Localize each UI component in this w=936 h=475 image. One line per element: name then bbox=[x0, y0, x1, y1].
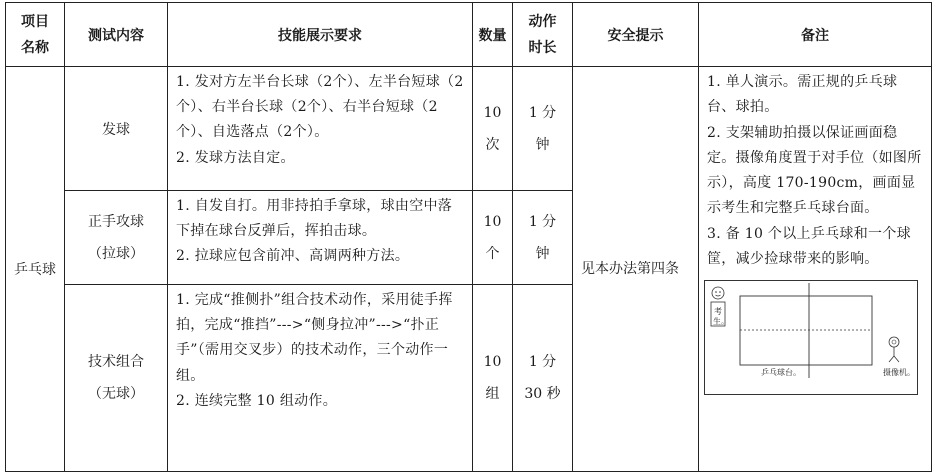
header-quantity: 数量 bbox=[473, 3, 513, 67]
requirements-cell-serve: 1. 发对方左半台长球（2个）、左半台短球（2个）、右半台长球（2个）、右半台短球（2个）、自选落点（2个）。 2. 发球方法自定。 bbox=[168, 67, 473, 191]
quantity-cell-forehand: 10 个 bbox=[473, 191, 513, 285]
header-requirements: 技能展示要求 bbox=[168, 3, 473, 67]
quantity-cell-serve: 10 次 bbox=[473, 67, 513, 191]
camera-label: 摄像机。 bbox=[883, 368, 915, 378]
notes-item: 2. 支架辅助拍摄以保证画面稳定。摄像角度置于对手位（如图所示），高度 170-190cm，画面显示考生和完整乒乓球台面。 bbox=[707, 124, 922, 217]
content-cell-forehand: 正手攻球 （拉球） bbox=[65, 191, 168, 285]
notes-item: 3. 备 10 个以上乒乓球和一个球筐，减少捡球带来的影响。 bbox=[707, 225, 911, 268]
header-notes: 备注 bbox=[699, 3, 932, 67]
project-name-cell: 乒乓球 bbox=[6, 67, 65, 472]
camera-position-diagram bbox=[704, 280, 918, 395]
table-row-serve bbox=[6, 67, 932, 191]
header-project-name: 项目 名称 bbox=[6, 3, 65, 67]
notes-cell bbox=[699, 67, 932, 472]
quantity-cell-combo: 10 组 bbox=[473, 285, 513, 472]
content-cell-combo: 技术组合 （无球） bbox=[65, 285, 168, 472]
requirements-cell-forehand: 1. 自发自打。用非持拍手拿球，球由空中落下掉在球台反弹后，挥拍击球。 2. 拉球应包含前冲、高调两种方法。 bbox=[168, 191, 473, 285]
student-label: 考 bbox=[714, 307, 722, 317]
duration-cell-combo: 1 分 30 秒 bbox=[513, 285, 573, 472]
student-label-2: 生。 bbox=[713, 317, 729, 327]
duration-cell-forehand: 1 分 钟 bbox=[513, 191, 573, 285]
header-safety: 安全提示 bbox=[573, 3, 699, 67]
header-row bbox=[6, 3, 932, 67]
notes-item: 1. 单人演示。需正规的乒乓球台、球拍。 bbox=[707, 74, 898, 116]
header-duration: 动作 时长 bbox=[513, 3, 573, 67]
safety-cell: 见本办法第四条 bbox=[573, 67, 699, 472]
header-test-content: 测试内容 bbox=[65, 3, 168, 67]
content-cell-serve: 发球 bbox=[65, 67, 168, 191]
exam-requirements-table bbox=[5, 2, 932, 472]
table-label: 乒乓球台。 bbox=[761, 368, 801, 378]
duration-cell-serve: 1 分 钟 bbox=[513, 67, 573, 191]
requirements-cell-combo: 1. 完成“推侧扑”组合技术动作，采用徒手挥拍，完成“推挡”--->“侧身拉冲”--->“扑正手”（需用交叉步）的技术动作，三个动作一组。 2. 连续完整 10 组动作。 bbox=[168, 285, 473, 472]
